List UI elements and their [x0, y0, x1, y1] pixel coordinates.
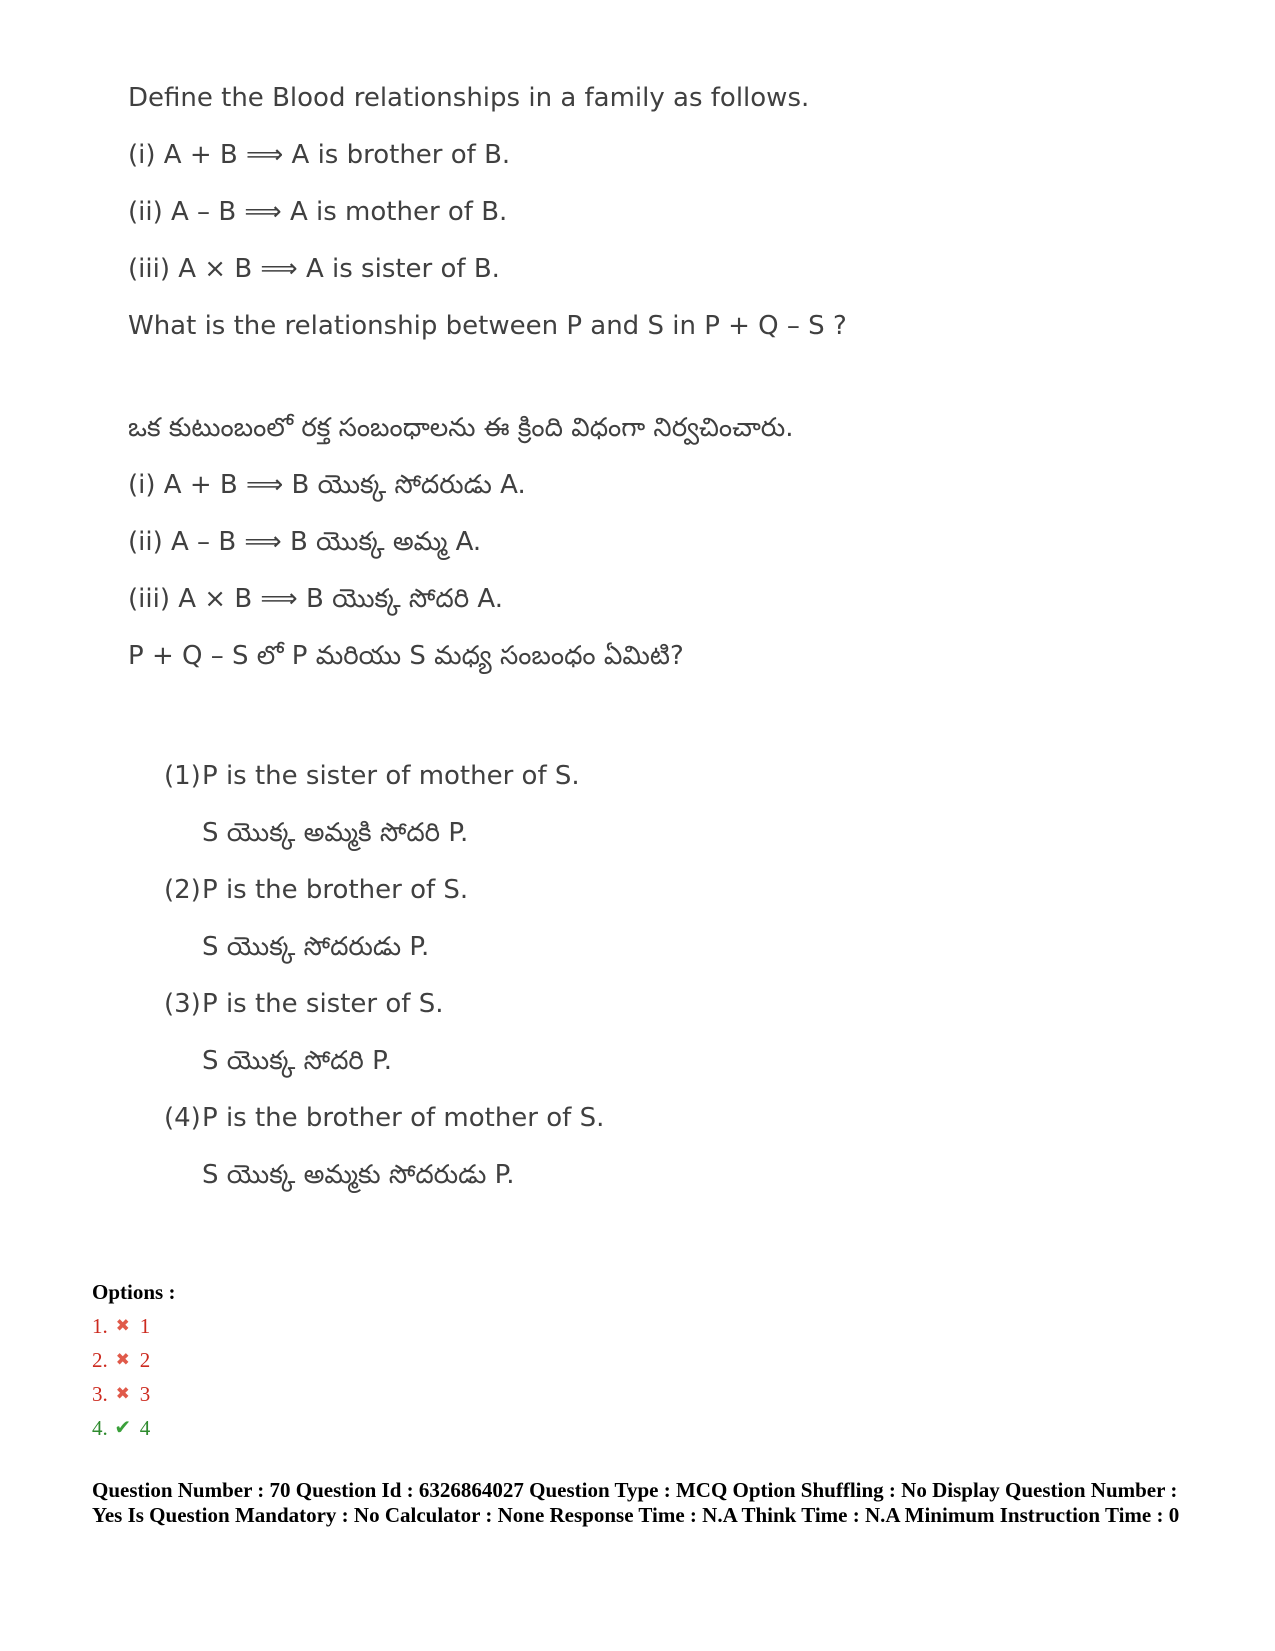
choice-number: (2) — [164, 875, 201, 905]
choice-text-en: P is the sister of mother of S. — [202, 761, 580, 791]
choice-2 — [128, 862, 1148, 976]
option-index: 3. — [92, 1382, 108, 1406]
rule-en-1: (i) A + B ⟹ A is brother of B. — [128, 140, 511, 170]
option-2 — [92, 1343, 175, 1377]
option-4 — [92, 1411, 175, 1445]
choice-3 — [128, 976, 1148, 1090]
rule-te-2: (ii) A – B ⟹ B యొక్క అమ్మ A. — [128, 527, 482, 557]
option-3 — [92, 1377, 175, 1411]
option-index: 4. — [92, 1416, 108, 1440]
question-ask-te: P + Q – S లో P మరియు S మధ్య సంబంధం ఏమిటి? — [128, 641, 684, 671]
choice-text-te: S యొక్క అమ్మకు సోదరుడు P. — [202, 1160, 515, 1190]
question-block — [128, 70, 1148, 1204]
option-value: 2 — [139, 1348, 151, 1372]
choice-text-en: P is the brother of S. — [202, 875, 469, 905]
choice-text-te: S యొక్క సోదరుడు P. — [202, 932, 430, 962]
option-value: 1 — [139, 1314, 151, 1338]
choice-number: (4) — [164, 1103, 201, 1133]
options-list — [92, 1275, 175, 1445]
choice-number: (1) — [164, 761, 201, 791]
choice-4 — [128, 1090, 1148, 1204]
rule-te-3: (iii) A × B ⟹ B యొక్క సోదరి A. — [128, 584, 503, 614]
question-ask-en: What is the relationship between P and S in P + Q – S ? — [128, 311, 847, 341]
options-title: Options : — [92, 1280, 176, 1304]
cross-icon: ✖ — [115, 1384, 130, 1403]
option-1 — [92, 1309, 175, 1343]
question-intro-te: ఒక కుటుంబంలో రక్త సంబంధాలను ఈ క్రింది విధంగా నిర్వచించారు. — [128, 413, 794, 443]
cross-icon: ✖ — [115, 1316, 130, 1335]
rule-en-3: (iii) A × B ⟹ A is sister of B. — [128, 254, 500, 284]
question-metadata: Question Number : 70 Question Id : 6326864027 Question Type : MCQ Option Shuffling : No Display Question Number : Yes Is Question Mandatory : No Calculator : None Response Time : N.A Think Time : N.A Minimum Instruction Time : 0 — [92, 1478, 1180, 1527]
option-value: 3 — [139, 1382, 151, 1406]
choice-text-en: P is the sister of S. — [202, 989, 444, 1019]
option-value: 4 — [139, 1416, 151, 1440]
check-icon: ✔ — [114, 1417, 132, 1439]
question-intro-en: Define the Blood relationships in a family as follows. — [128, 83, 810, 113]
rule-te-1: (i) A + B ⟹ B యొక్క సోదరుడు A. — [128, 470, 526, 500]
choice-text-te: S యొక్క సోదరి P. — [202, 1046, 392, 1076]
choice-text-te: S యొక్క అమ్మకి సోదరి P. — [202, 818, 469, 848]
choice-number: (3) — [164, 989, 201, 1019]
cross-icon: ✖ — [115, 1350, 130, 1369]
option-index: 2. — [92, 1348, 108, 1372]
choice-1 — [128, 748, 1148, 862]
option-index: 1. — [92, 1314, 108, 1338]
choice-text-en: P is the brother of mother of S. — [202, 1103, 605, 1133]
rule-en-2: (ii) A – B ⟹ A is mother of B. — [128, 197, 508, 227]
